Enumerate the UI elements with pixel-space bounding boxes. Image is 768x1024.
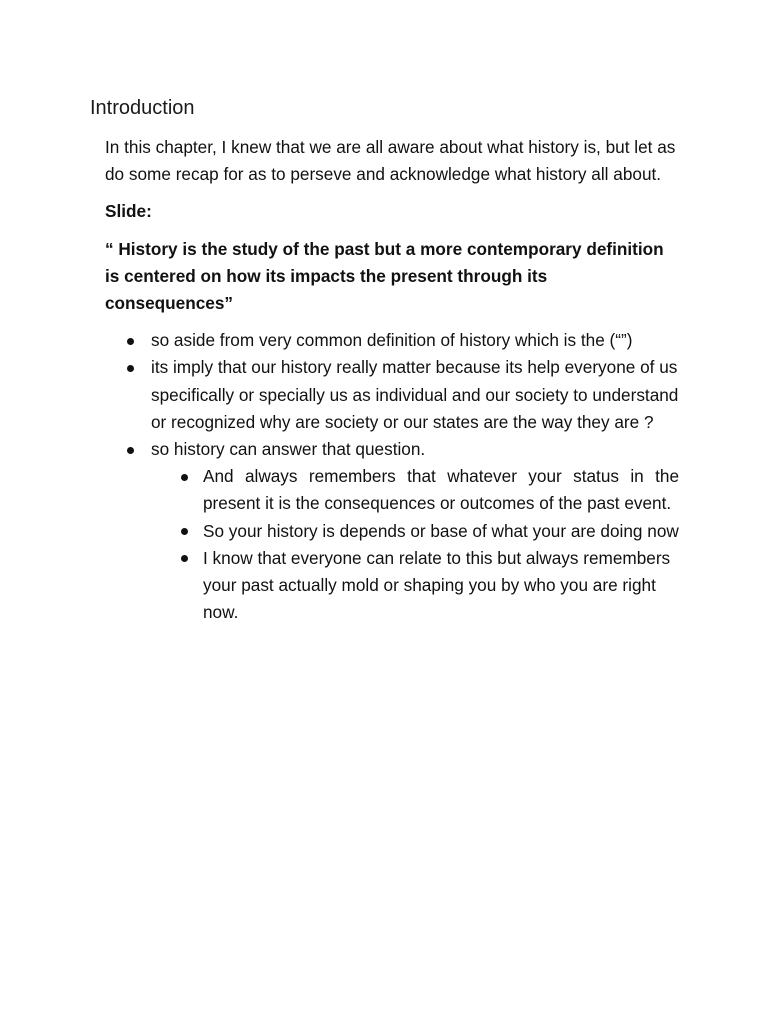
sub-list-item-text: I know that everyone can relate to this but always remembers your past actually mold or shaping you by who you are right now. (203, 547, 671, 623)
sub-list-item-text: And always remembers that whatever your status in the present it is the consequences or outcomes of the past event. (203, 466, 679, 514)
list-item (105, 436, 679, 463)
slide-label: Slide: (105, 201, 152, 222)
list-item (105, 354, 679, 436)
sub-list-item (105, 463, 679, 517)
list-item-text: so aside from very common definition of history which is the (“”) (151, 330, 633, 351)
definition-quote: “ History is the study of the past but a more contemporary definition is centered on how its impacts the present through its consequences” (105, 238, 664, 314)
document-body (105, 134, 679, 626)
intro-paragraph: In this chapter, I knew that we are all aware about what history is, but let as do some recap for as to perseve and acknowledge what history all about. (105, 137, 676, 185)
bullet-icon (127, 338, 134, 345)
bullet-list (105, 327, 679, 463)
sub-list-item (105, 545, 679, 627)
bullet-icon (181, 528, 188, 535)
list-item-text: its imply that our history really matter because its help everyone of us specifically or specially us as individual and our society to understand or recognized why are society or our states are the way they are ? (151, 357, 679, 432)
bullet-icon (181, 555, 188, 562)
list-item-text: so history can answer that question. (151, 439, 426, 460)
bullet-icon (181, 474, 188, 481)
sub-bullet-list (105, 463, 679, 626)
sub-list-item (105, 518, 679, 545)
section-heading: Introduction (90, 97, 195, 119)
bullet-icon (127, 447, 134, 454)
sub-list-item-text: So your history is depends or base of what your are doing now (203, 520, 679, 541)
bullet-icon (127, 365, 134, 372)
list-item (105, 327, 679, 354)
